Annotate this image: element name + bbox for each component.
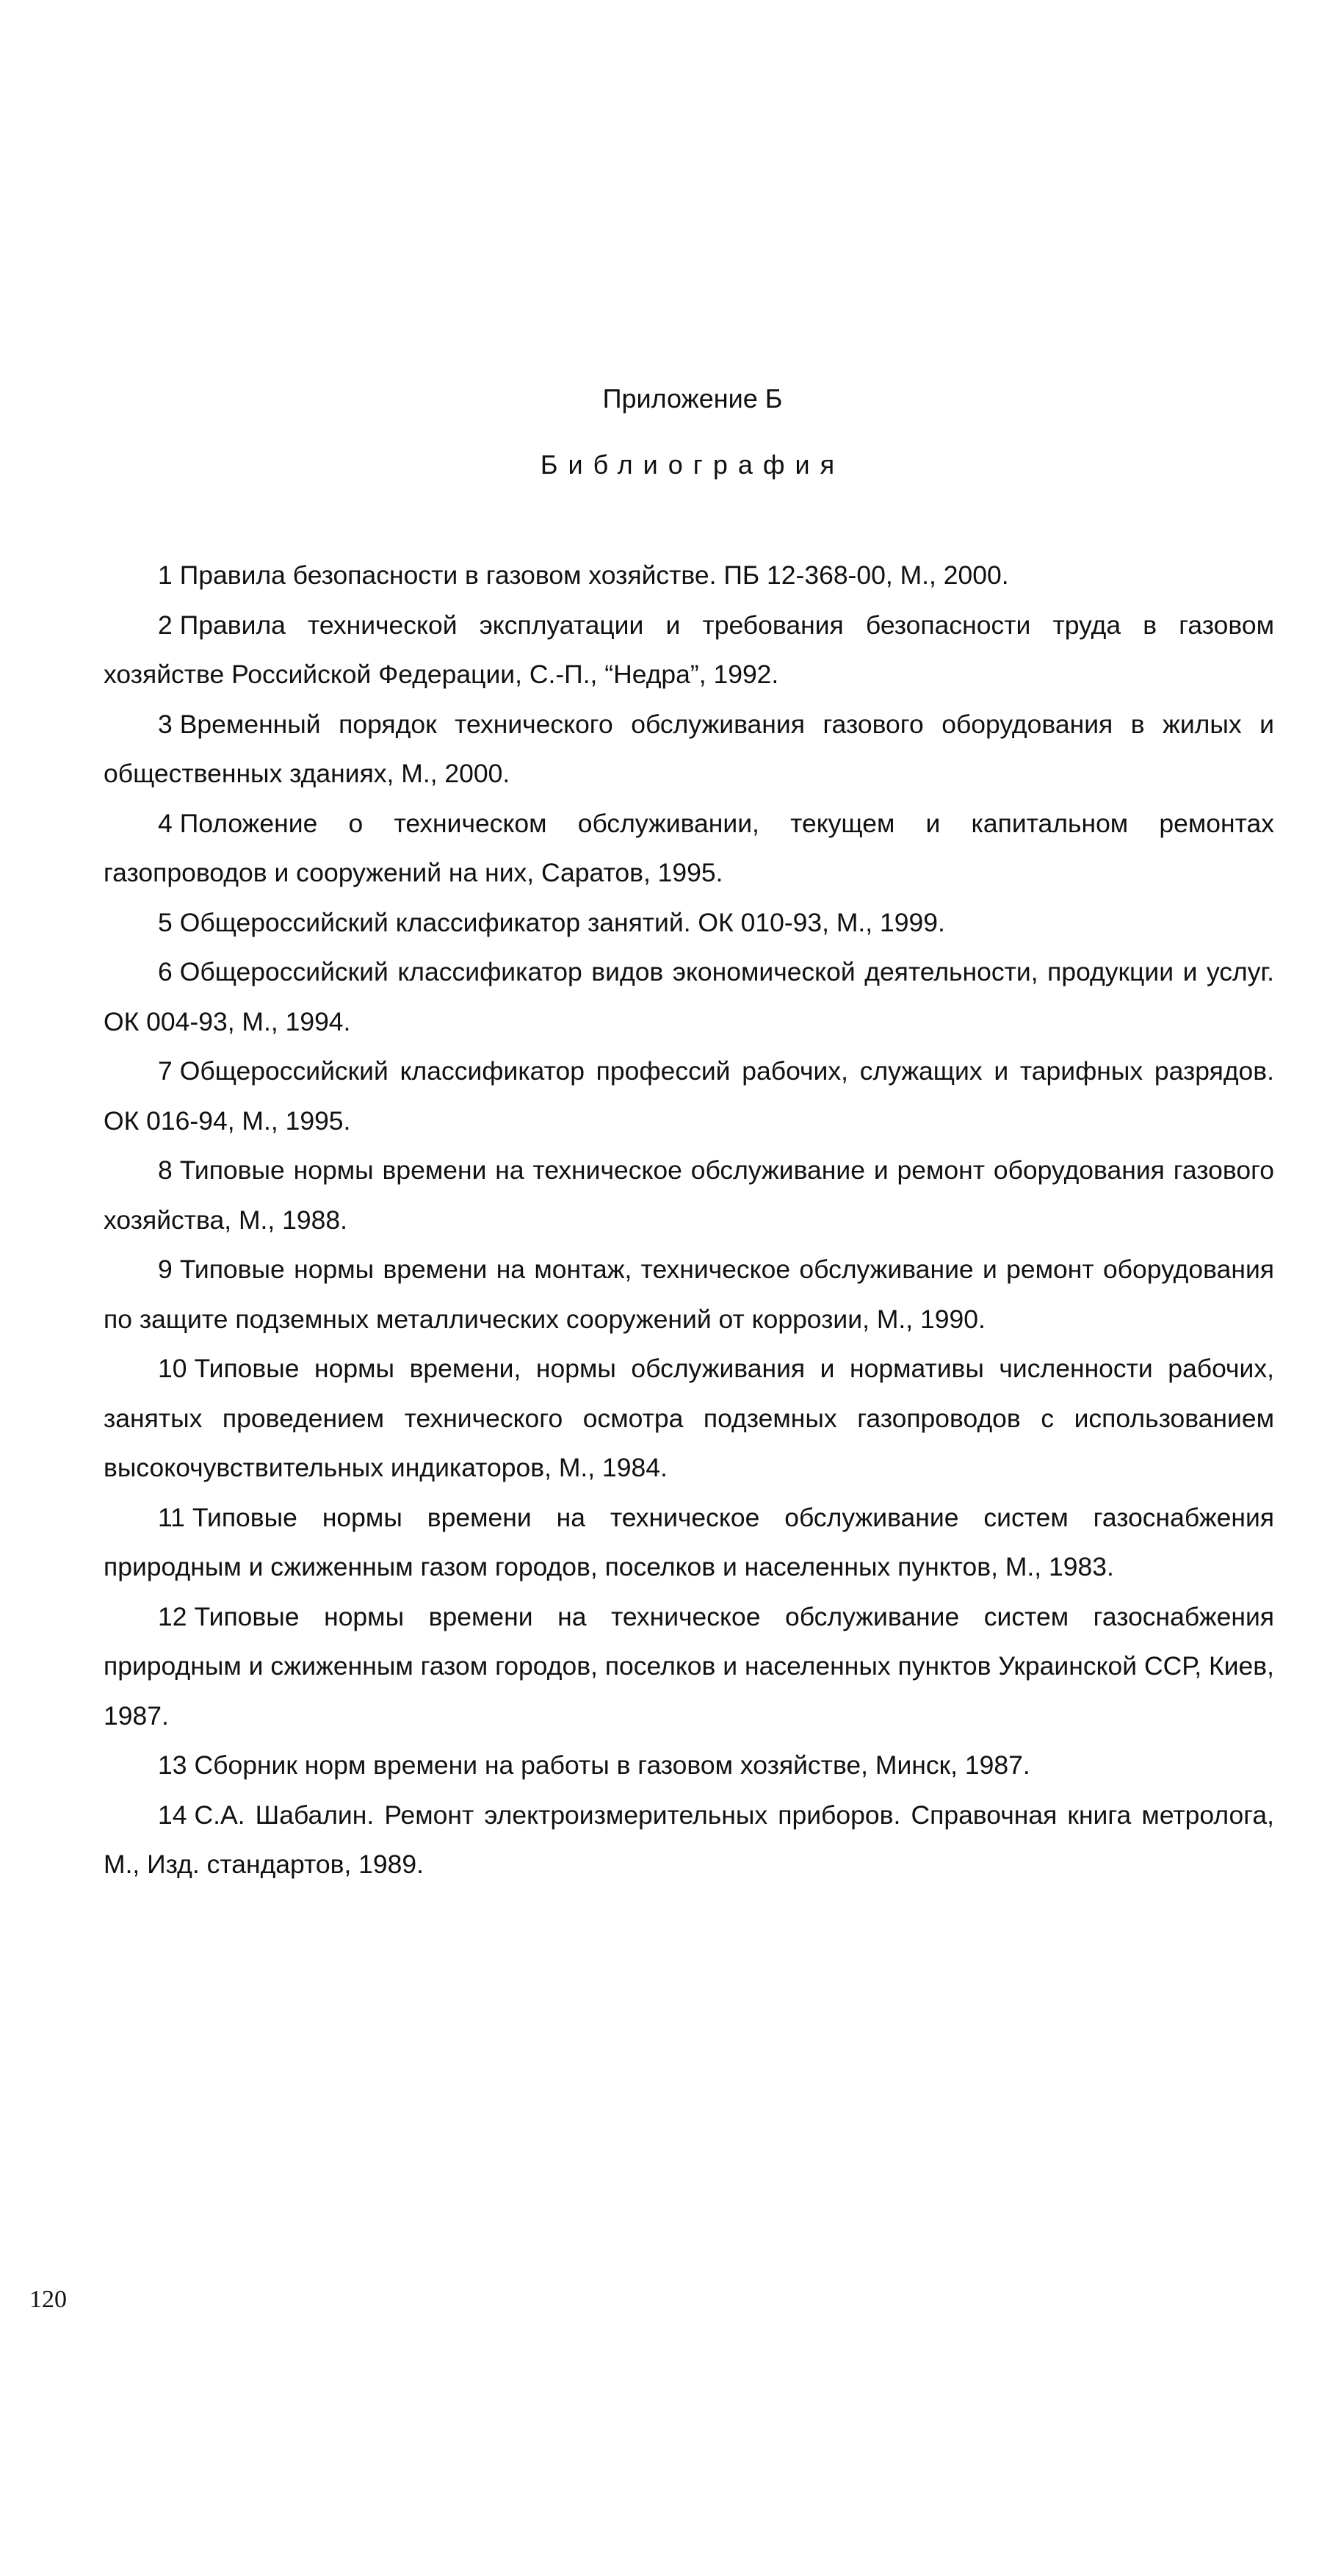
entry-text: Типовые нормы времени на техническое обслуживание систем газоснабжения природным и сжиженным газом городов, поселков и населенных пунктов, М., 1983. (104, 1502, 1274, 1581)
entry-number: 5 (158, 907, 173, 937)
entry-number: 8 (158, 1155, 173, 1185)
bibliography-entry (104, 1493, 1274, 1592)
entry-text: Временный порядок технического обслуживания газового оборудования в жилых и общественных зданиях, М., 2000. (104, 709, 1274, 788)
entry-number: 10 (158, 1354, 187, 1383)
bibliography-entry (104, 898, 1274, 948)
entry-number: 1 (158, 560, 173, 590)
entry-text: Правила безопасности в газовом хозяйстве. ПБ 12-368-00, М., 2000. (179, 560, 1009, 590)
entry-text: Общероссийский классификатор профессий рабочих, служащих и тарифных разрядов. ОК 016-94, М., 1995. (104, 1056, 1274, 1136)
bibliography-entry (104, 601, 1274, 700)
appendix-title: Приложение Б (602, 383, 783, 414)
entry-number: 9 (158, 1255, 173, 1284)
entry-text: Общероссийский классификатор занятий. ОК 010-93, М., 1999. (179, 907, 945, 937)
entry-text: Сборник норм времени на работы в газовом хозяйстве, Минск, 1987. (194, 1750, 1030, 1780)
entry-number: 4 (158, 808, 173, 838)
entry-text: Типовые нормы времени на техническое обслуживание систем газоснабжения природным и сжиженным газом городов, поселков и населенных пунктов Украинской ССР, Киев, 1987. (104, 1601, 1274, 1731)
entry-number: 6 (158, 957, 173, 986)
entry-text: Типовые нормы времени на техническое обслуживание и ремонт оборудования газового хозяйства, М., 1988. (104, 1155, 1274, 1235)
entry-text: Правила технической эксплуатации и требования безопасности труда в газовом хозяйстве Российской Федерации, С.-П., “Недра”, 1992. (104, 610, 1274, 689)
entry-text: Типовые нормы времени, нормы обслуживания и нормативы численности рабочих, занятых проведением технического осмотра подземных газопроводов с использованием высокочувствительных индикаторов, М., 1984. (104, 1354, 1274, 1482)
bibliography-entry (104, 1047, 1274, 1146)
entry-number: 3 (158, 709, 173, 739)
entry-number: 13 (158, 1750, 187, 1780)
bibliography-list (104, 551, 1274, 1890)
entry-text: Типовые нормы времени на монтаж, техническое обслуживание и ремонт оборудования по защите подземных металлических сооружений от коррозии, М., 1990. (104, 1255, 1274, 1334)
entry-number: 7 (158, 1056, 173, 1086)
bibliography-entry (104, 700, 1274, 799)
entry-number: 2 (158, 610, 173, 640)
bibliography-entry (104, 1344, 1274, 1493)
bibliography-entry (104, 1146, 1274, 1245)
bibliography-entry (104, 1791, 1274, 1890)
entry-text: Общероссийский классификатор видов экономической деятельности, продукции и услуг. ОК 004-93, М., 1994. (104, 957, 1274, 1036)
bibliography-entry (104, 799, 1274, 898)
entry-number: 11 (158, 1502, 185, 1532)
bibliography-entry (104, 551, 1274, 601)
page-number: 120 (29, 2286, 67, 2313)
bibliography-entry (104, 1741, 1274, 1791)
bibliography-entry (104, 1245, 1274, 1344)
entry-number: 12 (158, 1601, 187, 1631)
entry-text: Положение о техническом обслуживании, текущем и капитальном ремонтах газопроводов и сооружений на них, Саратов, 1995. (104, 808, 1274, 887)
entry-number: 14 (158, 1800, 187, 1830)
bibliography-title: Библиография (540, 450, 845, 480)
bibliography-entry (104, 1592, 1274, 1742)
bibliography-entry (104, 948, 1274, 1047)
entry-text: С.А. Шабалин. Ремонт электроизмерительных приборов. Справочная книга метролога, М., Изд. стандартов, 1989. (104, 1800, 1274, 1879)
